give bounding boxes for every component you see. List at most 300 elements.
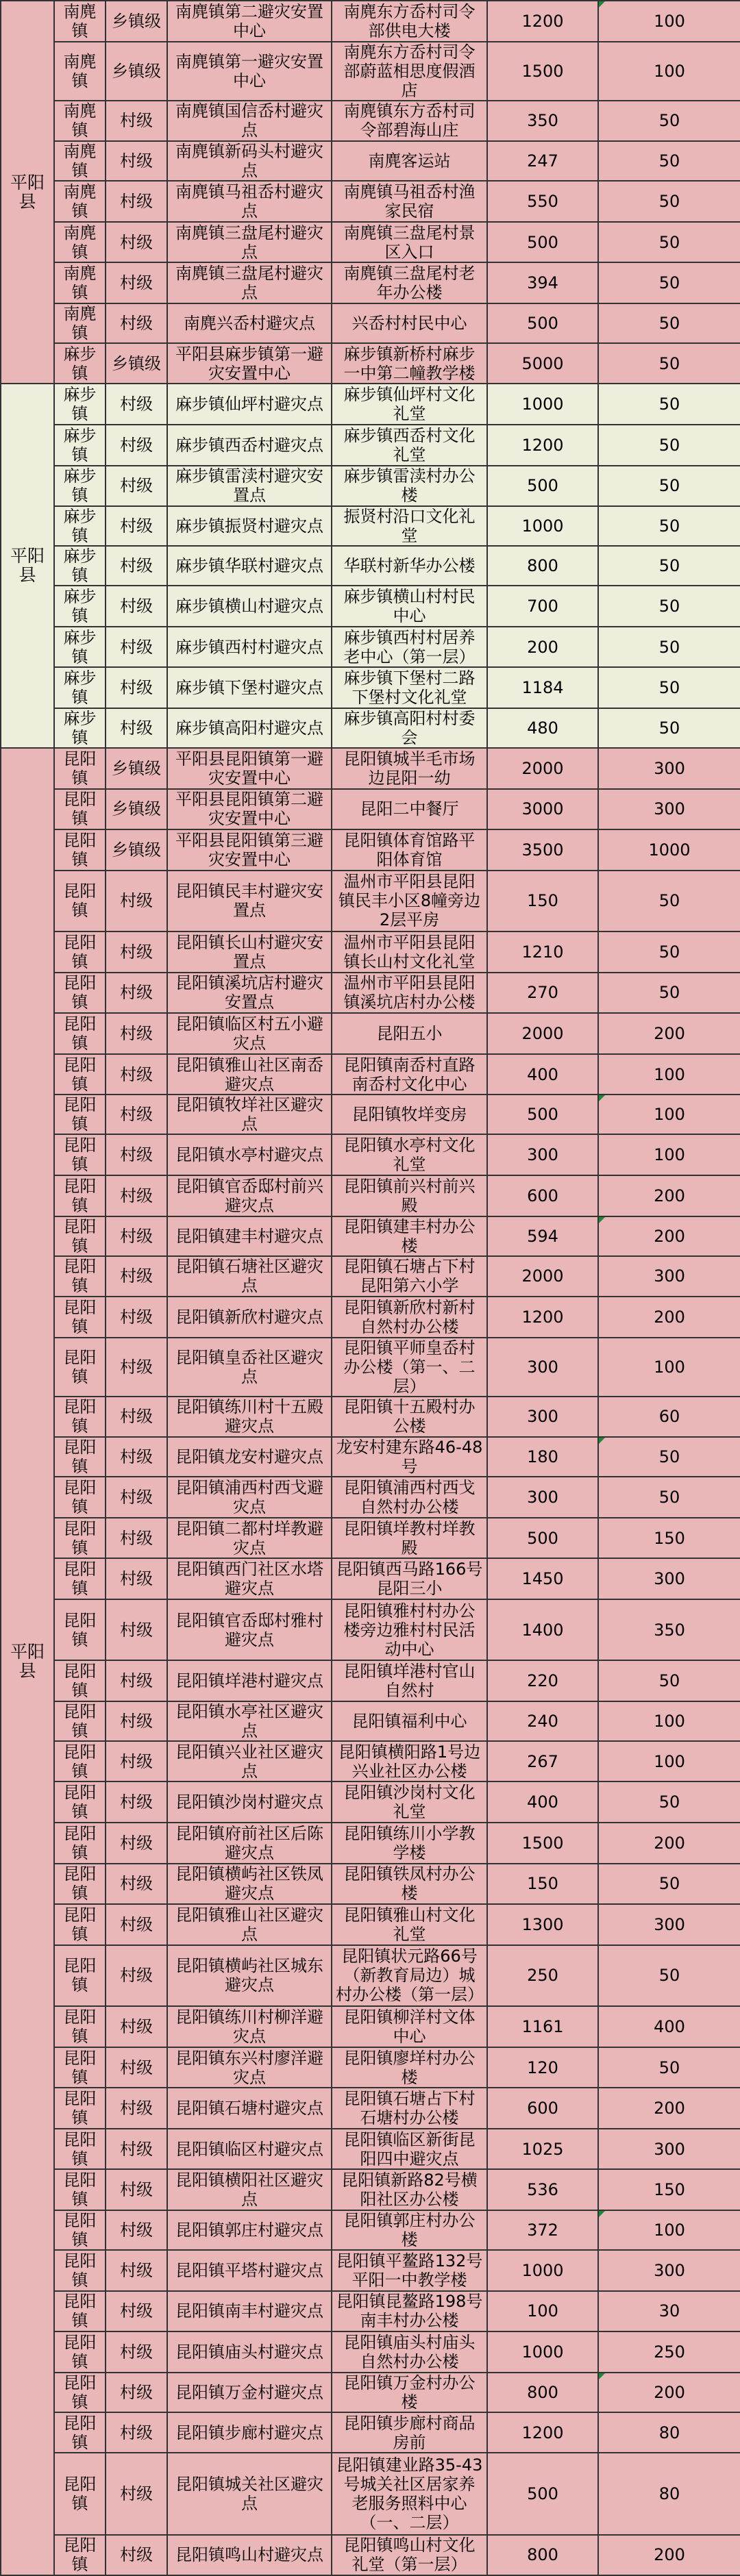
capacity-cell: 1210 (487, 931, 598, 973)
town-cell: 南麂镇 (54, 181, 106, 222)
area-cell: 50 (598, 586, 740, 627)
capacity-cell: 700 (487, 586, 598, 627)
town-cell: 昆阳镇 (54, 1904, 106, 1945)
area-cell: 50 (598, 181, 740, 222)
level-cell: 乡镇级 (106, 343, 167, 384)
table-row (1, 1054, 740, 1095)
area-cell: 50 (598, 1477, 740, 1518)
location-cell: 南麂镇东方岙村司令部碧海山庄 (332, 101, 487, 142)
level-cell: 村级 (106, 1216, 167, 1256)
location-cell: 南麂镇三盘尾村老年办公楼 (332, 262, 487, 303)
level-cell: 村级 (106, 1904, 167, 1945)
location-cell: 昆阳镇垟港村官山自然村 (332, 1660, 487, 1701)
level-cell: 乡镇级 (106, 789, 167, 830)
level-cell: 村级 (106, 466, 167, 507)
level-cell: 村级 (106, 181, 167, 222)
town-cell: 昆阳镇 (54, 2291, 106, 2332)
level-cell: 村级 (106, 1297, 167, 1338)
capacity-cell: 120 (487, 2047, 598, 2088)
location-cell: 昆阳镇新欣村新村自然村办公楼 (332, 1297, 487, 1338)
area-cell: 300 (598, 748, 740, 789)
area-cell: 300 (598, 789, 740, 830)
town-cell: 昆阳镇 (54, 2169, 106, 2210)
town-cell: 昆阳镇 (54, 1864, 106, 1905)
location-cell: 振贤村沿口文化礼堂 (332, 506, 487, 546)
level-cell: 村级 (106, 1397, 167, 1438)
level-cell: 村级 (106, 546, 167, 586)
area-cell: 50 (598, 425, 740, 466)
level-cell: 村级 (106, 262, 167, 303)
location-cell: 南麂镇马祖岙村渔家民宿 (332, 181, 487, 222)
area-cell: 150 (598, 1518, 740, 1559)
town-cell: 麻步镇 (54, 466, 106, 507)
location-cell: 麻步镇横山村村民中心 (332, 586, 487, 627)
area-cell: 350 (598, 1599, 740, 1660)
town-cell: 南麂镇 (54, 1, 106, 42)
table-row (1, 1013, 740, 1054)
section-mabu (1, 384, 740, 747)
location-cell: 昆阳镇平鳌路132号平阳一中教学楼 (332, 2250, 487, 2291)
location-cell: 昆阳镇体育馆路平阳体育馆 (332, 829, 487, 871)
location-cell: 兴岙村村民中心 (332, 303, 487, 343)
table-row (1, 1599, 740, 1660)
capacity-cell: 300 (487, 1397, 598, 1438)
capacity-cell: 1025 (487, 2129, 598, 2170)
shelter-name-cell: 昆阳镇沙岗村避灾点 (167, 1781, 332, 1823)
shelter-name-cell: 昆阳镇官岙邸村前兴避灾点 (167, 1175, 332, 1216)
town-cell: 昆阳镇 (54, 1945, 106, 2006)
area-cell: 50 (598, 506, 740, 546)
level-cell: 村级 (106, 141, 167, 181)
shelter-name-cell: 昆阳镇平塔村避灾点 (167, 2250, 332, 2291)
level-cell: 村级 (106, 1175, 167, 1216)
location-cell: 昆阳镇城半毛市场边昆阳一幼 (332, 748, 487, 789)
level-cell: 村级 (106, 1095, 167, 1134)
town-cell: 南麂镇 (54, 141, 106, 181)
location-cell: 昆阳镇南岙村直路南岙村文化中心 (332, 1054, 487, 1095)
location-cell: 昆阳镇鸣山村文化礼堂（第一层） (332, 2535, 487, 2576)
shelter-name-cell: 昆阳镇横屿社区城东避灾点 (167, 1945, 332, 2006)
capacity-cell: 550 (487, 181, 598, 222)
shelter-name-cell: 昆阳镇步廊村避灾点 (167, 2412, 332, 2453)
capacity-cell: 1200 (487, 425, 598, 466)
town-cell: 昆阳镇 (54, 1338, 106, 1397)
table-row (1, 627, 740, 668)
shelter-name-cell: 昆阳镇横屿社区铁凤避灾点 (167, 1864, 332, 1905)
location-cell: 昆阳镇庙头村庙头自然村办公楼 (332, 2331, 487, 2373)
town-cell: 昆阳镇 (54, 2088, 106, 2129)
capacity-cell: 500 (487, 2453, 598, 2534)
level-cell: 村级 (106, 2210, 167, 2250)
town-cell: 昆阳镇 (54, 1660, 106, 1701)
location-cell: 麻步镇新桥村麻步一中第二幢教学楼 (332, 343, 487, 384)
location-cell: 昆阳镇昆鳌路198号南丰村办公楼 (332, 2291, 487, 2332)
shelter-name-cell: 南麂镇三盘尾村避灾点 (167, 222, 332, 263)
area-cell: 50 (598, 101, 740, 142)
capacity-cell: 500 (487, 303, 598, 343)
area-cell: 250 (598, 2331, 740, 2373)
town-cell: 昆阳镇 (54, 2373, 106, 2412)
table-row (1, 1781, 740, 1823)
shelter-name-cell: 昆阳镇石塘村避灾点 (167, 2088, 332, 2129)
table-row (1, 1823, 740, 1864)
location-cell: 麻步镇西岙村文化礼堂 (332, 425, 487, 466)
level-cell: 村级 (106, 1701, 167, 1741)
table-row (1, 1864, 740, 1905)
town-cell: 南麂镇 (54, 101, 106, 142)
capacity-cell: 600 (487, 1175, 598, 1216)
shelter-name-cell: 南麂镇国信岙村避灾点 (167, 101, 332, 142)
town-cell: 麻步镇 (54, 708, 106, 748)
shelter-name-cell: 昆阳镇溪坑店村避灾安置点 (167, 973, 332, 1014)
town-cell: 昆阳镇 (54, 2331, 106, 2373)
location-cell: 昆阳镇石塘占下村昆阳第六小学 (332, 1256, 487, 1297)
table-row (1, 973, 740, 1014)
table-row (1, 1558, 740, 1599)
capacity-cell: 220 (487, 1660, 598, 1701)
level-cell: 村级 (106, 1013, 167, 1054)
shelter-name-cell: 昆阳镇万金村避灾点 (167, 2373, 332, 2412)
capacity-cell: 2000 (487, 1013, 598, 1054)
town-cell: 昆阳镇 (54, 2453, 106, 2534)
table-row (1, 1741, 740, 1782)
shelter-name-cell: 平阳县昆阳镇第三避灾安置中心 (167, 829, 332, 871)
shelter-name-cell: 麻步镇下堡村避灾点 (167, 667, 332, 708)
area-cell: 300 (598, 1904, 740, 1945)
location-cell: 昆阳镇沙岗村文化礼堂 (332, 1781, 487, 1823)
location-cell: 南麂东方岙村司令部蔚蓝相思度假酒店 (332, 42, 487, 101)
table-row (1, 829, 740, 871)
table-row (1, 384, 740, 425)
area-cell: 200 (598, 2373, 740, 2412)
location-cell: 龙安村建东路46-48号 (332, 1437, 487, 1477)
town-cell: 昆阳镇 (54, 829, 106, 871)
level-cell: 村级 (106, 2169, 167, 2210)
area-cell: 100 (598, 1095, 740, 1134)
town-cell: 昆阳镇 (54, 1558, 106, 1599)
shelter-name-cell: 南麂兴岙村避灾点 (167, 303, 332, 343)
town-cell: 南麂镇 (54, 262, 106, 303)
town-cell: 昆阳镇 (54, 1256, 106, 1297)
capacity-cell: 372 (487, 2210, 598, 2250)
capacity-cell: 800 (487, 2373, 598, 2412)
area-cell: 200 (598, 2088, 740, 2129)
area-cell: 50 (598, 871, 740, 931)
location-cell: 华联村新华办公楼 (332, 546, 487, 586)
capacity-cell: 300 (487, 1477, 598, 1518)
level-cell: 村级 (106, 1338, 167, 1397)
level-cell: 村级 (106, 2453, 167, 2534)
section-kunyang (1, 748, 740, 2575)
area-cell: 50 (598, 1437, 740, 1477)
table-row (1, 425, 740, 466)
shelter-name-cell: 麻步镇高阳村避灾点 (167, 708, 332, 748)
shelter-name-cell: 麻步镇仙坪村避灾点 (167, 384, 332, 425)
area-cell: 50 (598, 466, 740, 507)
table-row (1, 1477, 740, 1518)
level-cell: 村级 (106, 1477, 167, 1518)
level-cell: 村级 (106, 2535, 167, 2576)
capacity-cell: 3000 (487, 789, 598, 830)
area-cell: 50 (598, 303, 740, 343)
area-cell: 60 (598, 1397, 740, 1438)
level-cell: 村级 (106, 2373, 167, 2412)
level-cell: 村级 (106, 1518, 167, 1559)
shelter-name-cell: 昆阳镇龙安村避灾点 (167, 1437, 332, 1477)
level-cell: 村级 (106, 384, 167, 425)
table-row (1, 667, 740, 708)
capacity-cell: 594 (487, 1216, 598, 1256)
area-cell: 50 (598, 1945, 740, 2006)
shelter-name-cell: 昆阳镇水亭村避灾点 (167, 1134, 332, 1175)
level-cell: 村级 (106, 1945, 167, 2006)
county-cell: 平阳县 (1, 384, 54, 747)
area-cell: 30 (598, 2291, 740, 2332)
level-cell: 村级 (106, 667, 167, 708)
table-row (1, 2210, 740, 2250)
table-row (1, 141, 740, 181)
shelter-name-cell: 昆阳镇兴业社区避灾点 (167, 1741, 332, 1782)
location-cell: 昆阳镇西马路166号昆阳三小 (332, 1558, 487, 1599)
town-cell: 昆阳镇 (54, 2129, 106, 2170)
area-cell: 300 (598, 2250, 740, 2291)
table-row (1, 2088, 740, 2129)
level-cell: 村级 (106, 2047, 167, 2088)
location-cell: 昆阳镇水亭村文化礼堂 (332, 1134, 487, 1175)
level-cell: 村级 (106, 708, 167, 748)
shelter-name-cell: 昆阳镇二都村垟教避灾点 (167, 1518, 332, 1559)
shelter-name-cell: 南麂镇第一避灾安置中心 (167, 42, 332, 101)
shelter-name-cell: 昆阳镇浦西村西戈避灾点 (167, 1477, 332, 1518)
location-cell: 昆阳镇雅山村文化礼堂 (332, 1904, 487, 1945)
town-cell: 昆阳镇 (54, 2006, 106, 2047)
location-cell: 南麂镇三盘尾村景区入口 (332, 222, 487, 263)
shelter-name-cell: 麻步镇西岙村避灾点 (167, 425, 332, 466)
town-cell: 昆阳镇 (54, 1175, 106, 1216)
capacity-cell: 350 (487, 101, 598, 142)
location-cell: 麻步镇西村村居养老中心（第一层） (332, 627, 487, 668)
area-cell: 50 (598, 627, 740, 668)
table-row (1, 2453, 740, 2534)
town-cell: 昆阳镇 (54, 973, 106, 1014)
location-cell: 昆阳镇新路82号横阳社区办公楼 (332, 2169, 487, 2210)
level-cell: 村级 (106, 1054, 167, 1095)
location-cell: 温州市平阳县昆阳镇民丰小区8幢旁边2层平房 (332, 871, 487, 931)
table-row (1, 1518, 740, 1559)
area-cell: 200 (598, 1175, 740, 1216)
table-row (1, 586, 740, 627)
level-cell: 村级 (106, 1864, 167, 1905)
area-cell: 1000 (598, 829, 740, 871)
location-cell: 昆阳镇牧垟变房 (332, 1095, 487, 1134)
location-cell: 南麂客运站 (332, 141, 487, 181)
table-row (1, 2373, 740, 2412)
capacity-cell: 400 (487, 1054, 598, 1095)
table-row (1, 343, 740, 384)
shelter-name-cell: 昆阳镇鸣山村避灾点 (167, 2535, 332, 2576)
town-cell: 昆阳镇 (54, 2250, 106, 2291)
level-cell: 村级 (106, 1134, 167, 1175)
location-cell: 昆阳五小 (332, 1013, 487, 1054)
location-cell: 昆阳镇雅村村办公楼旁边雅村村民活动中心 (332, 1599, 487, 1660)
area-cell: 100 (598, 1741, 740, 1782)
area-cell: 50 (598, 343, 740, 384)
capacity-cell: 1184 (487, 667, 598, 708)
town-cell: 昆阳镇 (54, 1741, 106, 1782)
capacity-cell: 250 (487, 1945, 598, 2006)
capacity-cell: 1200 (487, 1297, 598, 1338)
town-cell: 昆阳镇 (54, 1599, 106, 1660)
capacity-cell: 394 (487, 262, 598, 303)
location-cell: 南麂东方岙村司令部供电大楼 (332, 1, 487, 42)
level-cell: 村级 (106, 1437, 167, 1477)
capacity-cell: 270 (487, 973, 598, 1014)
location-cell: 温州市平阳县昆阳镇溪坑店村办公楼 (332, 973, 487, 1014)
town-cell: 昆阳镇 (54, 1518, 106, 1559)
area-cell: 50 (598, 2047, 740, 2088)
shelter-name-cell: 南麂镇新码头村避灾点 (167, 141, 332, 181)
area-cell: 200 (598, 1297, 740, 1338)
location-cell: 昆阳镇前兴村前兴殿 (332, 1175, 487, 1216)
level-cell: 村级 (106, 506, 167, 546)
table-row (1, 931, 740, 973)
table-row (1, 748, 740, 789)
area-cell: 100 (598, 1134, 740, 1175)
area-cell: 50 (598, 384, 740, 425)
area-cell: 150 (598, 2169, 740, 2210)
capacity-cell: 2000 (487, 1256, 598, 1297)
shelter-name-cell: 昆阳镇雅山社区南岙避灾点 (167, 1054, 332, 1095)
shelter-name-cell: 南麂镇第二避灾安置中心 (167, 1, 332, 42)
capacity-cell: 1000 (487, 2331, 598, 2373)
capacity-cell: 1450 (487, 1558, 598, 1599)
town-cell: 昆阳镇 (54, 871, 106, 931)
town-cell: 南麂镇 (54, 222, 106, 263)
capacity-cell: 536 (487, 2169, 598, 2210)
capacity-cell: 1161 (487, 2006, 598, 2047)
capacity-cell: 1200 (487, 2412, 598, 2453)
town-cell: 昆阳镇 (54, 1095, 106, 1134)
location-cell: 昆阳镇练川小学教学楼 (332, 1823, 487, 1864)
table-row (1, 1945, 740, 2006)
table-row (1, 2535, 740, 2576)
area-cell: 100 (598, 2210, 740, 2250)
capacity-cell: 400 (487, 1781, 598, 1823)
town-cell: 麻步镇 (54, 586, 106, 627)
location-cell: 昆阳镇步廊村商品房前 (332, 2412, 487, 2453)
town-cell: 麻步镇 (54, 667, 106, 708)
location-cell: 昆阳镇临区新街昆阳四中避灾点 (332, 2129, 487, 2170)
capacity-cell: 1300 (487, 1904, 598, 1945)
table-row (1, 1338, 740, 1397)
shelter-name-cell: 麻步镇横山村避灾点 (167, 586, 332, 627)
level-cell: 村级 (106, 2291, 167, 2332)
level-cell: 村级 (106, 871, 167, 931)
town-cell: 昆阳镇 (54, 2412, 106, 2453)
table-row (1, 222, 740, 263)
capacity-cell: 600 (487, 2088, 598, 2129)
town-cell: 昆阳镇 (54, 2535, 106, 2576)
table-row (1, 2169, 740, 2210)
location-cell: 麻步镇仙坪村文化礼堂 (332, 384, 487, 425)
shelter-name-cell: 麻步镇华联村避灾点 (167, 546, 332, 586)
table-row (1, 1297, 740, 1338)
capacity-cell: 2000 (487, 748, 598, 789)
town-cell: 昆阳镇 (54, 748, 106, 789)
level-cell: 村级 (106, 2331, 167, 2373)
town-cell: 昆阳镇 (54, 1781, 106, 1823)
capacity-cell: 300 (487, 1134, 598, 1175)
table-row (1, 1701, 740, 1741)
table-row (1, 2331, 740, 2373)
shelter-name-cell: 昆阳镇横阳社区避灾点 (167, 2169, 332, 2210)
shelter-name-cell: 麻步镇振贤村避灾点 (167, 506, 332, 546)
town-cell: 昆阳镇 (54, 1701, 106, 1741)
table-row (1, 1216, 740, 1256)
town-cell: 昆阳镇 (54, 2047, 106, 2088)
table-row (1, 2291, 740, 2332)
table-row (1, 1397, 740, 1438)
shelter-name-cell: 昆阳镇雅山社区避灾点 (167, 1904, 332, 1945)
location-cell: 昆阳镇状元路66号（新教育局边）城村办公楼（第一层） (332, 1945, 487, 2006)
capacity-cell: 500 (487, 1518, 598, 1559)
capacity-cell: 480 (487, 708, 598, 748)
town-cell: 昆阳镇 (54, 1477, 106, 1518)
area-cell: 80 (598, 2453, 740, 2534)
shelter-name-cell: 昆阳镇民丰村避灾安置点 (167, 871, 332, 931)
table-row (1, 1134, 740, 1175)
table-row (1, 466, 740, 507)
shelter-name-cell: 昆阳镇庙头村避灾点 (167, 2331, 332, 2373)
level-cell: 村级 (106, 1660, 167, 1701)
capacity-cell: 150 (487, 1864, 598, 1905)
shelter-name-cell: 昆阳镇东兴村廖洋避灾点 (167, 2047, 332, 2088)
town-cell: 麻步镇 (54, 343, 106, 384)
table-row (1, 506, 740, 546)
capacity-cell: 500 (487, 222, 598, 263)
area-cell: 50 (598, 1660, 740, 1701)
town-cell: 昆阳镇 (54, 1054, 106, 1095)
level-cell: 乡镇级 (106, 1, 167, 42)
town-cell: 昆阳镇 (54, 1216, 106, 1256)
location-cell: 昆阳镇万金村办公楼 (332, 2373, 487, 2412)
area-cell: 100 (598, 1054, 740, 1095)
level-cell: 村级 (106, 973, 167, 1014)
shelter-name-cell: 昆阳镇垟港村避灾点 (167, 1660, 332, 1701)
town-cell: 南麂镇 (54, 42, 106, 101)
shelter-name-cell: 昆阳镇西门社区水塔避灾点 (167, 1558, 332, 1599)
level-cell: 村级 (106, 2250, 167, 2291)
location-cell: 麻步镇高阳村村委会 (332, 708, 487, 748)
level-cell: 村级 (106, 101, 167, 142)
area-cell: 50 (598, 931, 740, 973)
capacity-cell: 3500 (487, 829, 598, 871)
level-cell: 村级 (106, 1823, 167, 1864)
location-cell: 昆阳二中餐厅 (332, 789, 487, 830)
level-cell: 村级 (106, 2129, 167, 2170)
town-cell: 麻步镇 (54, 384, 106, 425)
location-cell: 昆阳镇福利中心 (332, 1701, 487, 1741)
location-cell: 昆阳镇十五殿村办公楼 (332, 1397, 487, 1438)
area-cell: 300 (598, 2129, 740, 2170)
location-cell: 昆阳镇垟教村垟教殿 (332, 1518, 487, 1559)
table-row (1, 789, 740, 830)
shelter-name-cell: 南麂镇三盘尾村避灾点 (167, 262, 332, 303)
capacity-cell: 5000 (487, 343, 598, 384)
shelter-name-cell: 麻步镇西村村避灾点 (167, 627, 332, 668)
area-cell: 50 (598, 1864, 740, 1905)
location-cell: 昆阳镇石塘占下村石塘村办公楼 (332, 2088, 487, 2129)
